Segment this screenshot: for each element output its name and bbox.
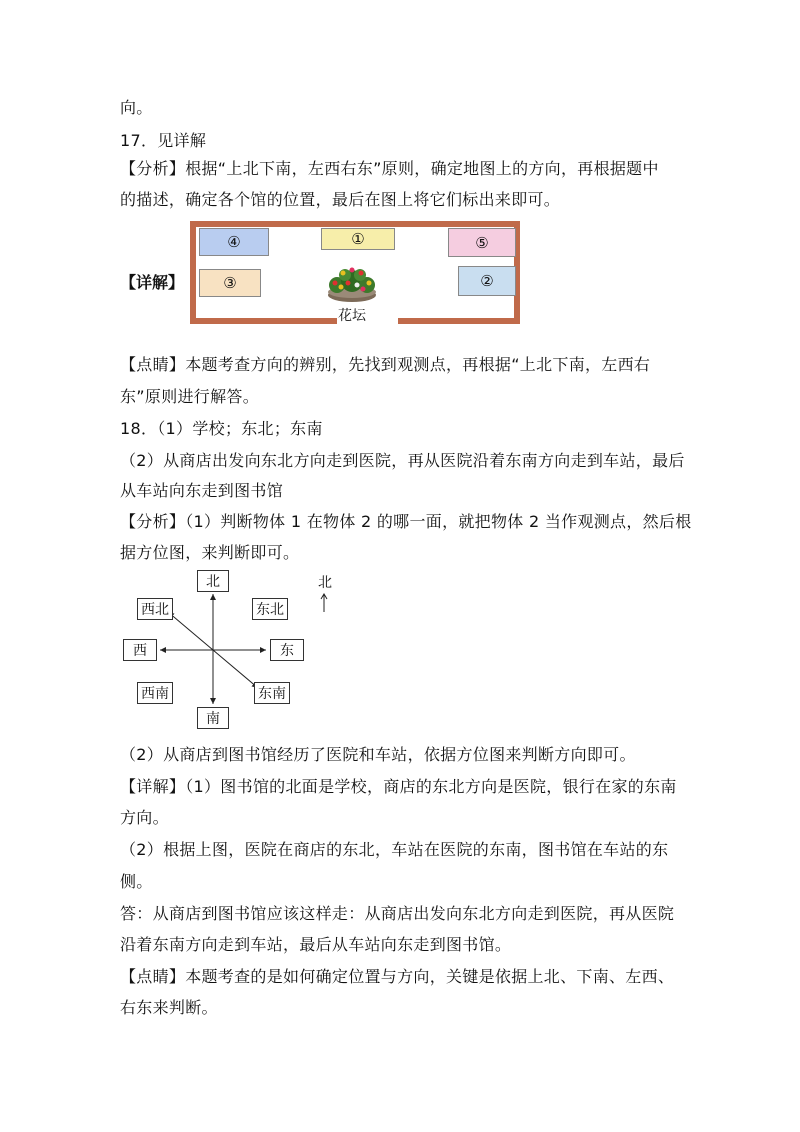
hall-box-3: ③ <box>199 269 261 297</box>
text-line: 【点睛】本题考查方向的辨别，先找到观测点，再根据“上北下南，左西右 <box>120 355 651 374</box>
text-line: 右东来判断。 <box>120 998 218 1017</box>
text-line: 【分析】（1）判断物体 1 在物体 2 的哪一面，就把物体 2 当作观测点，然后根 <box>120 512 692 531</box>
text-line: 沿着东南方向走到车站，最后从车站向东走到图书馆。 <box>120 935 512 954</box>
text-line: 方向。 <box>120 808 169 827</box>
text-line: 【点睛】本题考查的是如何确定位置与方向，关键是依据上北、下南、左西、 <box>120 967 675 986</box>
text-line: （2）从商店到图书馆经历了医院和车站，依据方位图来判断方向即可。 <box>120 745 636 764</box>
flower-bed-label: 花坛 <box>338 308 366 324</box>
dir-north: 北 <box>197 570 229 592</box>
dir-southeast: 东南 <box>254 682 290 704</box>
text-line: 的描述，确定各个馆的位置，最后在图上将它们标出来即可。 <box>120 190 561 209</box>
text-line: 侧。 <box>120 872 153 891</box>
dir-northeast: 东北 <box>252 598 288 620</box>
dir-northwest: 西北 <box>137 598 173 620</box>
museum-wall-bottom-right <box>398 318 520 324</box>
museum-wall-bottom-left <box>190 318 337 324</box>
text-line: 向。 <box>120 98 153 117</box>
hall-box-5: ⑤ <box>448 228 516 257</box>
text-line: （2）从商店出发向东北方向走到医院，再从医院沿着东南方向走到车站，最后 <box>120 451 685 470</box>
text-line: 据方位图，来判断即可。 <box>120 543 300 562</box>
detail-label: 【详解】 <box>120 273 185 292</box>
north-arrow-icon <box>317 592 331 614</box>
dir-west: 西 <box>123 639 157 661</box>
museum-map <box>190 221 520 324</box>
text-line: 18．（1）学校；东北；东南 <box>120 419 323 438</box>
flower-bed-icon <box>323 261 381 303</box>
dir-south: 南 <box>197 707 229 729</box>
text-line: 【分析】根据“上北下南，左西右东”原则，确定地图上的方向，再根据题中 <box>120 159 659 178</box>
north-marker: 北 <box>318 572 332 614</box>
text-line: 17．见详解 <box>120 131 207 150</box>
text-line: 【详解】（1）图书馆的北面是学校，商店的东北方向是医院，银行在家的东南 <box>120 777 677 796</box>
hall-box-1: ① <box>321 228 395 250</box>
text-line: 答：从商店到图书馆应该这样走：从商店出发向东北方向走到医院，再从医院 <box>120 904 675 923</box>
direction-diagram <box>120 570 350 730</box>
hall-box-4: ④ <box>199 228 269 256</box>
text-line: （2）根据上图，医院在商店的东北，车站在医院的东南，图书馆在车站的东 <box>120 840 669 859</box>
dir-east: 东 <box>270 639 304 661</box>
hall-box-2: ② <box>458 266 516 296</box>
dir-southwest: 西南 <box>137 682 173 704</box>
text-line: 东”原则进行解答。 <box>120 387 259 406</box>
text-line: 从车站向东走到图书馆 <box>120 481 284 500</box>
